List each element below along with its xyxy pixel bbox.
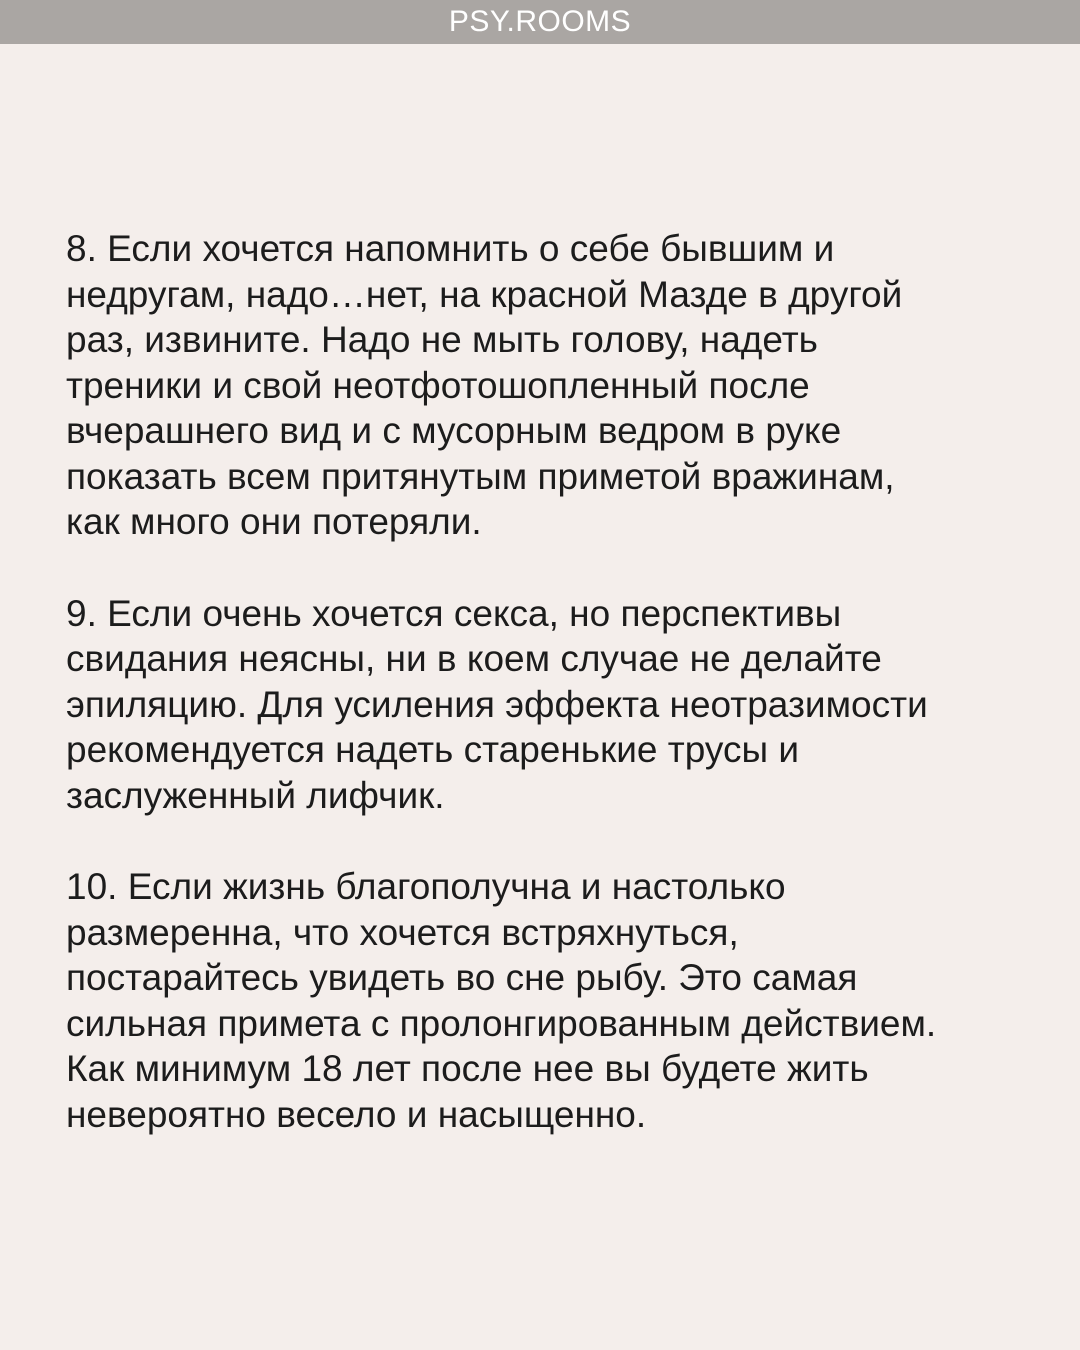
text-line: показать всем притянутым приметой вражинам, [66,455,895,497]
text-line: эпиляцию. Для усиления эффекта неотразимости [66,683,928,725]
text-line: Как минимум 18 лет после нее вы будете жить [66,1048,869,1089]
text-line: недругам, надо…нет, на красной Мазде в другой [66,273,903,315]
text-line: рекомендуется надеть старенькие трусы и [66,729,800,770]
paragraph-tip-8 [66,226,1026,545]
text-line: невероятно весело и насыщенно. [66,1093,647,1135]
text-line: размеренна, что хочется встряхнуться, [66,911,739,953]
text-line: свидания неясны, ни в коем случае не делайте [66,638,882,679]
text-line: заслуженный лифчик. [66,774,445,816]
paragraph-spacer [66,818,1026,864]
text-line: 8. Если хочется напомнить о себе бывшим и [66,228,835,269]
text-line: 10. Если жизнь благополучна и настолько [66,866,786,907]
text-line: раз, извините. Надо не мыть голову, надеть [66,319,818,360]
text-line: 9. Если очень хочется секса, но перспективы [66,592,842,634]
header-bar [0,0,1080,44]
paragraph-tip-9 [66,591,1026,819]
text-line: как много они потеряли. [66,501,482,542]
text-line: вчерашнего вид и с мусорным ведром в руке [66,410,842,451]
article-body [66,226,1026,1137]
text-line: сильная примета с пролонгированным действием. [66,1002,937,1044]
text-line: постарайтесь увидеть во сне рыбу. Это самая [66,957,858,998]
paragraph-spacer [66,545,1026,591]
brand-title: PSY.ROOMS [448,5,632,38]
paragraph-tip-10 [66,864,1026,1137]
text-line: треники и свой неотфотошопленный после [66,364,810,406]
